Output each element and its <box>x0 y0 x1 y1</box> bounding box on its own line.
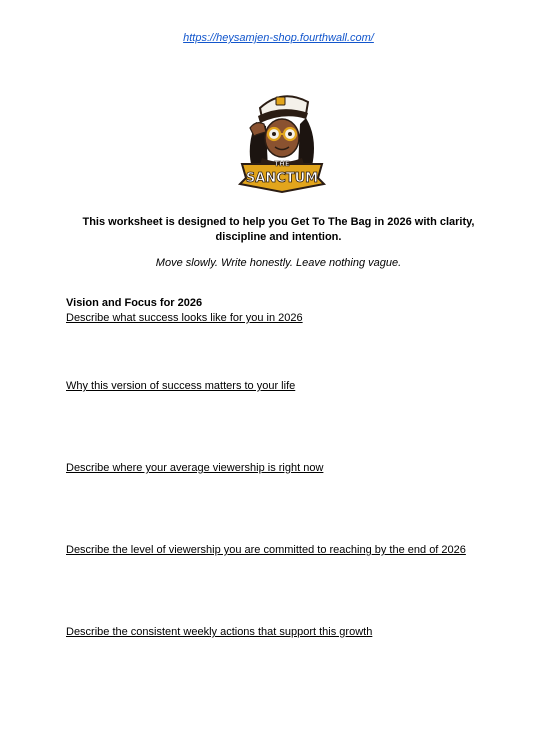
logo-wordmark-top: THE <box>274 160 290 168</box>
section-title: Vision and Focus for 2026 <box>66 297 203 309</box>
logo-cap-badge <box>276 97 285 105</box>
prompt-why-success: Why this version of success matters to your life <box>66 380 296 392</box>
prompt-current-viewership: Describe where your average viewership is right now <box>66 462 324 474</box>
motto-text: Move slowly. Write honestly. Leave nothing vague. <box>155 257 402 269</box>
intro-text: This worksheet is designed to help you Get To The Bag in 2026 with clarity, discipline and intention. <box>82 216 475 243</box>
shop-link[interactable]: https://heysamjen-shop.fourthwall.com/ <box>183 32 374 44</box>
prompt-target-viewership: Describe the level of viewership you are committed to reaching by the end of 2026 <box>66 544 466 556</box>
sanctum-logo <box>232 86 332 196</box>
logo-wordmark-main: SANCTUM <box>245 171 319 186</box>
prompt-weekly-actions: Describe the consistent weekly actions that support this growth <box>66 626 373 638</box>
prompt-success: Describe what success looks like for you in 2026 <box>66 312 303 324</box>
